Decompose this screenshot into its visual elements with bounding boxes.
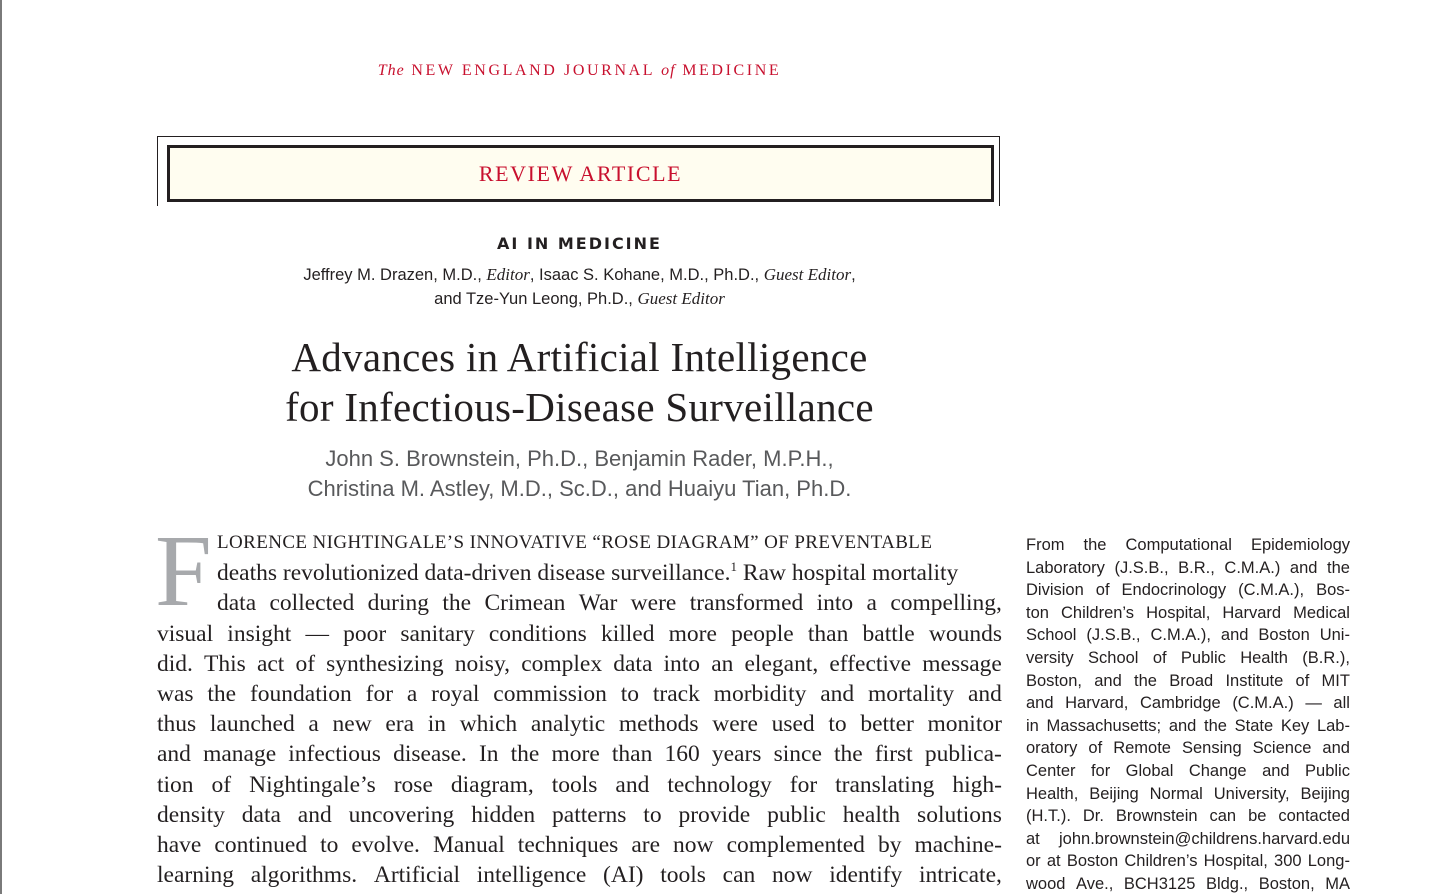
authors-line-2: Christina M. Astley, M.D., Sc.D., and Huaiyu Tian, Ph.D. bbox=[307, 476, 852, 501]
drop-cap: F bbox=[155, 515, 212, 628]
series-title: AI IN MEDICINE bbox=[497, 234, 662, 253]
affiliation-line: wood Ave., BCH3125 Bldg., Boston, MA bbox=[1026, 874, 1350, 893]
article-authors bbox=[157, 444, 1002, 504]
editor-role-3: Guest Editor bbox=[637, 289, 725, 308]
editor-name-1: Jeffrey M. Drazen, M.D., bbox=[303, 266, 487, 284]
title-line-1: Advances in Artificial Intelligence bbox=[291, 334, 868, 380]
author-affiliations bbox=[1026, 534, 1350, 896]
article-title bbox=[157, 332, 1002, 432]
body-line-11: have continued to evolve. Manual techniques are now complemented by machine- bbox=[157, 832, 1002, 859]
affiliation-line: Center for Global Change and Public bbox=[1026, 761, 1350, 780]
affiliation-line: versity School of Public Health (B.R.), bbox=[1026, 648, 1350, 667]
editors-line-1 bbox=[157, 263, 1002, 287]
body-line-2-text-a: deaths revolutionized data-driven disease surveillance. bbox=[217, 560, 731, 587]
affiliation-line: (H.T.). Dr. Brownstein can be contacted bbox=[1026, 807, 1350, 826]
body-line-1 bbox=[157, 528, 1002, 558]
affiliation-line: From the Computational Epidemiology bbox=[1026, 536, 1350, 554]
body-line-4: visual insight — poor sanitary conditions killed more people than battle wounds bbox=[157, 620, 1002, 647]
masthead-of: of bbox=[661, 62, 676, 79]
journal-masthead bbox=[157, 62, 1002, 80]
article-type-banner bbox=[167, 145, 994, 202]
body-line-7: thus launched a new era in which analytic methods were used to better monitor bbox=[157, 711, 1002, 738]
body-line-2-text-b: Raw hospital mortality bbox=[737, 560, 959, 587]
body-line-12: learning algorithms. Artificial intelligence (AI) tools can now identify intricate, bbox=[157, 862, 1002, 889]
affiliation-line: oratory of Remote Sensing Science and bbox=[1026, 739, 1350, 758]
page-edge-rule bbox=[0, 0, 2, 894]
masthead-medicine: MEDICINE bbox=[682, 62, 782, 79]
affiliation-email[interactable]: at john.brownstein@childrens.harvard.edu bbox=[1026, 829, 1350, 848]
editor-role-2: Guest Editor bbox=[763, 265, 852, 284]
editor-name-2: , Isaac S. Kohane, M.D., Ph.D., bbox=[529, 266, 764, 284]
masthead-the: The bbox=[377, 62, 405, 79]
affiliation-line: in Massachusetts; and the State Key Lab- bbox=[1026, 716, 1350, 735]
affiliation-line: or at Boston Children’s Hospital, 300 Long- bbox=[1026, 852, 1350, 871]
masthead-new-england: NEW ENGLAND JOURNAL bbox=[411, 62, 655, 79]
editor-separator: , bbox=[851, 266, 856, 284]
series-editors bbox=[157, 263, 1002, 311]
affiliation-line: Boston, and the Broad Institute of MIT bbox=[1026, 671, 1350, 690]
authors-line-1: John S. Brownstein, Ph.D., Benjamin Rader, M.P.H., bbox=[325, 446, 834, 471]
body-line-5: did. This act of synthesizing noisy, complex data into an elegant, effective message bbox=[157, 650, 1002, 677]
article-body bbox=[155, 515, 1002, 890]
body-line-1-text: LORENCE NIGHTINGALE’S INNOVATIVE “ROSE DIAGRAM” OF PREVENTABLE bbox=[217, 532, 933, 553]
affiliation-line: Health, Beijing Normal University, Beijing bbox=[1026, 784, 1350, 803]
affiliation-line: and Harvard, Cambridge (C.M.A.) — all bbox=[1026, 694, 1350, 713]
title-line-2: for Infectious-Disease Surveillance bbox=[285, 384, 874, 430]
affiliation-line: School (J.S.B., C.M.A.), and Boston Uni- bbox=[1026, 626, 1350, 645]
body-line-9: tion of Nightingale’s rose diagram, tools and technology for translating high- bbox=[157, 771, 1002, 798]
editor-role-1: Editor bbox=[486, 265, 530, 284]
body-line-3: data collected during the Crimean War were transformed into a compelling, bbox=[217, 590, 1002, 617]
affiliation-line: Division of Endocrinology (C.M.A.), Bos- bbox=[1026, 581, 1350, 600]
reference-superscript: 1 bbox=[730, 559, 738, 575]
body-line-10: density data and uncovering hidden patterns to provide public health solutions bbox=[157, 801, 1002, 828]
editors-line-2 bbox=[157, 287, 1002, 311]
body-line-8: and manage infectious disease. In the more than 160 years since the first publica- bbox=[157, 741, 1002, 768]
affiliation-line: Laboratory (J.S.B., B.R., C.M.A.) and the bbox=[1026, 558, 1350, 577]
editor-name-3: and Tze-Yun Leong, Ph.D., bbox=[434, 290, 638, 308]
affiliation-line: ton Children’s Hospital, Harvard Medical bbox=[1026, 603, 1350, 622]
body-line-6: was the foundation for a royal commission to track morbidity and mortality and bbox=[157, 681, 1002, 708]
body-line-2 bbox=[157, 558, 1002, 588]
article-type-label: REVIEW ARTICLE bbox=[478, 160, 683, 186]
